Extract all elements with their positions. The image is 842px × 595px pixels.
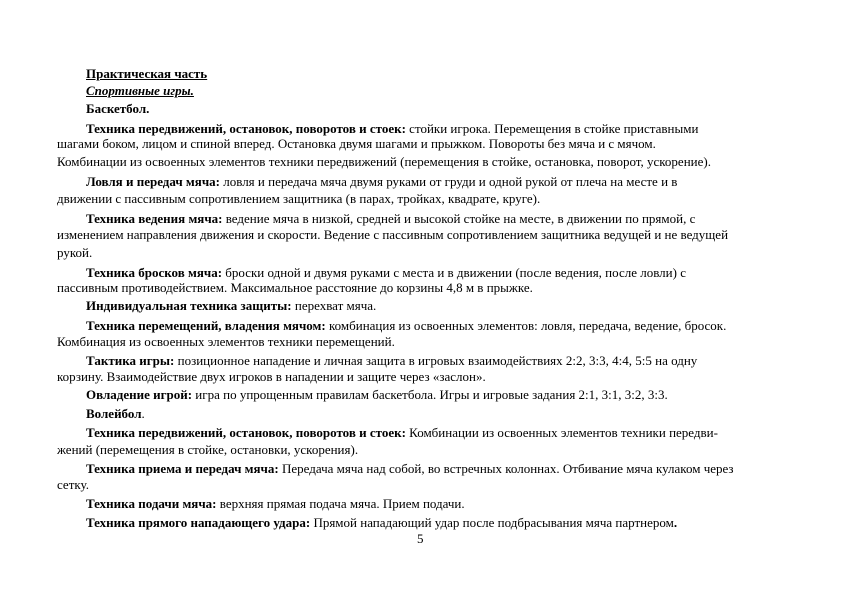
paragraph-catch-pass: Ловля и передач мяча: ловля и передача мяча двумя руками от груди и одной рукой от плеча на месте и в [86, 174, 678, 189]
topic-volleyball: Волейбол. [86, 406, 145, 421]
paragraph-serve: Техника подачи мяча: верхняя прямая подача мяча. Прием подачи. [86, 496, 465, 511]
paragraph-reception: Техника приема и передач мяча: Передача мяча над собой, во встречных колоннах. Отбивание мяча кулаком через [86, 461, 734, 476]
paragraph-movement: Техника передвижений, остановок, поворотов и стоек: стойки игрока. Перемещения в стойке приставными [86, 121, 699, 136]
paragraph-ball-control: Техника перемещений, владения мячом: комбинация из освоенных элементов: ловля, передача, ведение, бросок. [86, 318, 727, 333]
paragraph-attack: Техника прямого нападающего удара: Прямой нападающий удар после подбрасывания мяча партнером. [86, 515, 678, 530]
subsection-heading: Спортивные игры. [86, 83, 194, 98]
page-number: 5 [417, 531, 424, 546]
paragraph-defense: Индивидуальная техника защиты: перехват мяча. [86, 298, 377, 313]
paragraph-volley-movement: Техника передвижений, остановок, поворотов и стоек: Комбинации из освоенных элементов техники передви- [86, 425, 718, 440]
paragraph-shooting: Техника бросков мяча: броски одной и двумя руками с места и в движении (после ведения, после ловли) с [86, 265, 686, 280]
paragraph-tactics: Тактика игры: позиционное нападение и личная защита в игровых взаимодействиях 2:2, 3:3, 4:4, 5:5 на одну [86, 353, 698, 368]
paragraph-game: Овладение игрой: игра по упрощенным правилам баскетбола. Игры и игровые задания 2:1, 3:1, 3:2, 3:3. [86, 387, 668, 402]
topic-basketball: Баскетбол. [86, 101, 150, 116]
section-heading: Практическая часть [86, 66, 208, 81]
paragraph-dribbling: Техника ведения мяча: ведение мяча в низкой, средней и высокой стойке на месте, в движении по прямой, с [86, 211, 696, 226]
